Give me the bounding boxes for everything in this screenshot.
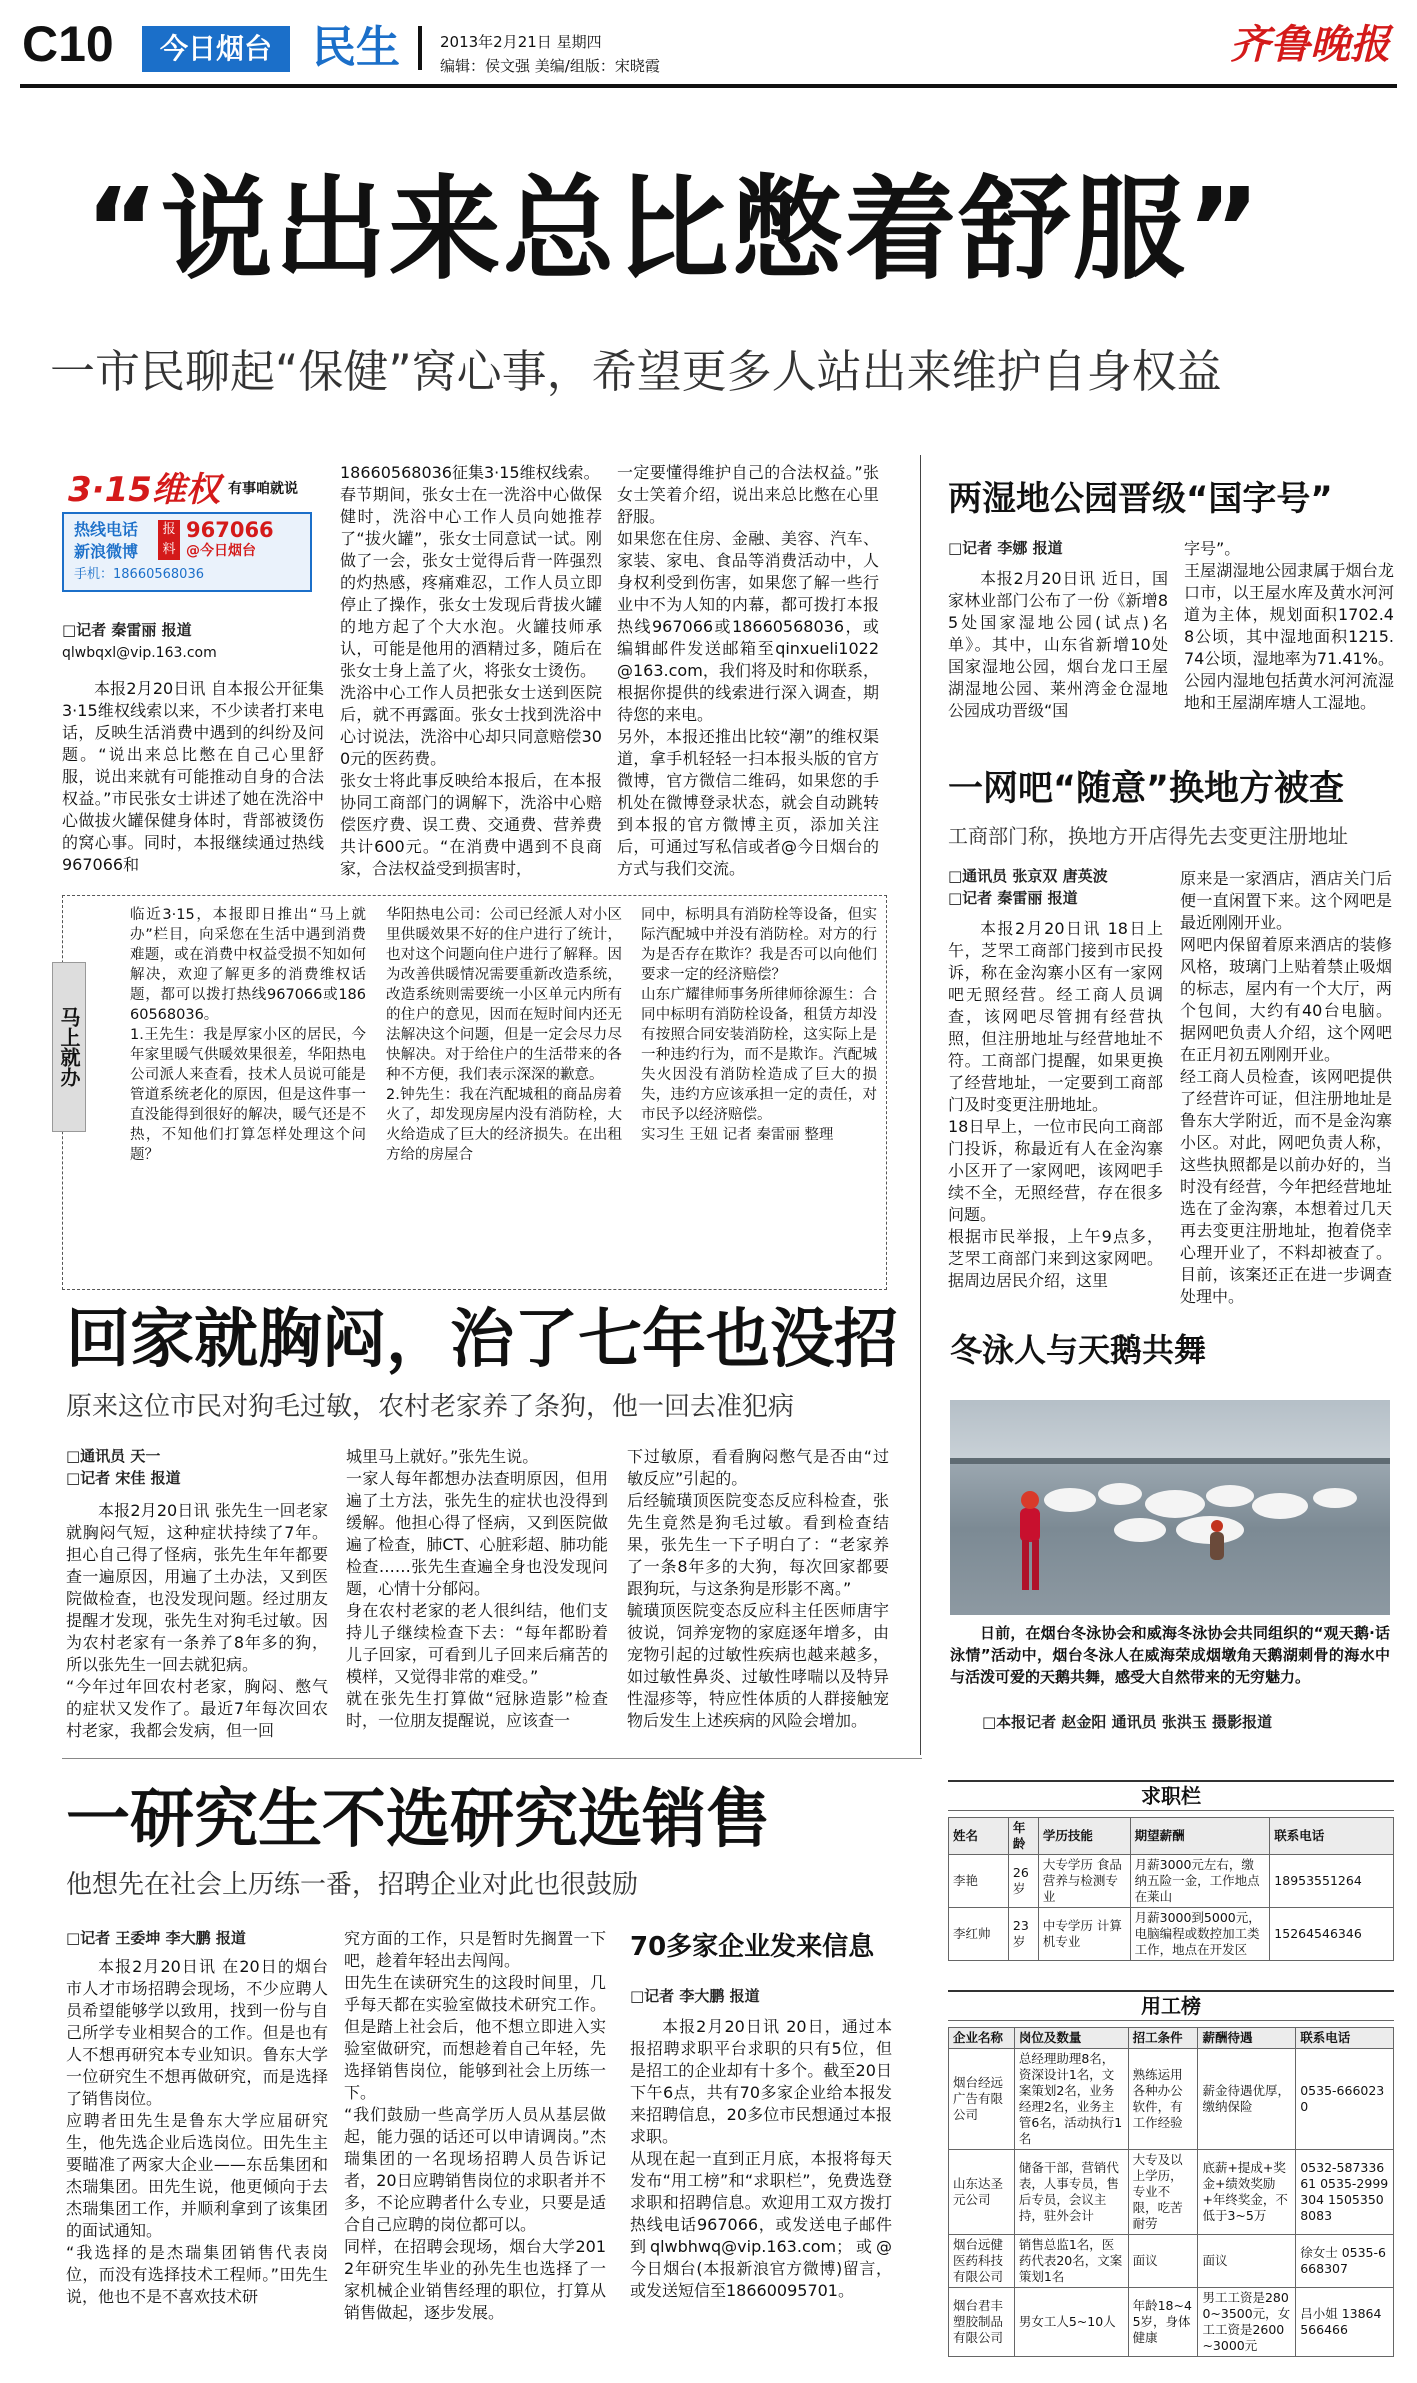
seek-col-salary: 期望薪酬 xyxy=(1130,1818,1270,1855)
jobs70-headline: 70多家企业发来信息 xyxy=(630,1932,875,1962)
netbar-subtitle: 工商部门称，换地方开店得先去变更注册地址 xyxy=(948,824,1348,848)
table-cell: 熟练运用各种办公软件，有工作经验 xyxy=(1128,2049,1198,2150)
page-header xyxy=(0,0,1417,85)
lead-text-3: 一定要懂得维护自己的合法权益。”张女士笑着介绍，说出来总比憋在心里舒服。 如果您在住房、金融、美容、汽车、家装、家电、食品等消费活动中，人身权利受到伤害，如果您了解一些行业中不为人知的内幕，都可拨打本报热线967066或18660568036，或编辑邮件发送邮箱至qinxueli1022@163.com，我们将及时和你联系，根据你提供的线索进行深入调查，期待您的来电。 另外，本报还推出比较“潮”的维权渠道，拿手机轻轻一扫本报头版的官方微博，官方微信二维码，如果您的手机处在微博登录状态，就会自动跳转到本报的官方微博主页，添加关注后，可通过写私信或者@今日烟台的方式与我们交流。 xyxy=(617,463,879,878)
netbar-text-1: 本报2月20日讯 18日上午，芝罘工商部门接到市民投诉，称在金沟寨小区有一家网吧无照经营。经工商人员调查，该网吧尽管拥有经营执照，但注册地址与经营地址不符。工商部门提醒，如果更换了经营地址，一定要到工商部门及时变更注册地址。 18日早上，一位市民向工商部门投诉，称最近有人在金沟寨小区开了一家网吧，该网吧手续不全，无照经营，存在很多问题。 根据市民举报，上午9点多，芝罘工商部门来到这家网吧。据周边居民介绍，这里 xyxy=(948,919,1163,1290)
chest-byline-2: □记者 宋佳 报道 xyxy=(66,1469,181,1487)
table-cell: 销售总监1名，医药代表20名，文案策划1名 xyxy=(1014,2235,1128,2288)
seek-col-phone: 联系电话 xyxy=(1270,1818,1394,1855)
section-tag: 今日烟台 xyxy=(142,26,290,72)
grad-top-rule xyxy=(62,1758,922,1759)
mashang-col-3 xyxy=(641,905,877,1145)
table-row xyxy=(949,2235,1394,2288)
jobs70-byline: □记者 李大鹏 报道 xyxy=(630,1987,760,2005)
table-cell: 中专学历 计算机专业 xyxy=(1038,1908,1130,1961)
chest-subtitle: 原来这位市民对狗毛过敏，农村老家养了条狗，他一回去准犯病 xyxy=(66,1392,795,1422)
table-cell: 面议 xyxy=(1198,2235,1296,2288)
swim-caption xyxy=(950,1622,1390,1688)
hotline-number: 967066 xyxy=(186,518,274,542)
swim-caption-text: 日前，在烟台冬泳协会和威海冬泳协会共同组织的“观天鹅·话泳情”活动中，烟台冬泳人在威海荣成烟墩角天鹅湖刺骨的海水中与活泼可爱的天鹅共舞，感受大自然带来的无穷魅力。 xyxy=(950,1624,1390,1686)
swim-credit: □本报记者 赵金阳 通讯员 张洪玉 摄影报道 xyxy=(982,1713,1273,1731)
mashang-text-3: 同中，标明具有消防栓等设备，但实际汽配城中并没有消防栓。对方的行为是否存在欺诈？我是否可以向他们要求一定的经济赔偿？ 山东广耀律师事务所律师徐源生：合同中标明有消防栓设备，租赁方却没有按照合同安装消防栓，这实际上是一种违约行为，而不是欺诈。汽配城失火因没有消防栓造成了巨大的损失，违约方应该承担一定的责任，对市民予以经济赔偿。 实习生 王妞 记者 秦雷丽 整理 xyxy=(641,907,877,1143)
seek-col-age: 年龄 xyxy=(1008,1818,1038,1855)
table-row xyxy=(949,1908,1394,1961)
wetland-headline: 两湿地公园晋级“国字号” xyxy=(948,479,1333,519)
swim-headline: 冬泳人与天鹅共舞 xyxy=(950,1331,1207,1369)
swim-photo xyxy=(950,1400,1390,1615)
chest-text-2: 城里马上就好。”张先生说。 一家人每年都想办法查明原因，但用遍了土方法，张先生的症状也没得到缓解。他担心得了怪病，又到医院做遍了检查，肺CT、心脏彩超、肺功能检查……张先生查遍全身也没发现问题，心情十分郁闷。 身在农村老家的老人很纠结，他们支持儿子继续检查下去：“每年都盼着儿子回家，可看到儿子回来后痛苦的模样，又觉得非常的难受。” 就在张先生打算做“冠脉造影”检查时，一位朋友提醒说，应该查一 xyxy=(346,1447,608,1730)
badge-title: 3·15维权 xyxy=(68,470,220,510)
lead-headline: “说出来总比憋着舒服” xyxy=(85,165,1263,295)
hire-panel xyxy=(948,1990,1394,2357)
table-cell: 储备干部，营销代表，人事专员，售后专员，会议主持，驻外会计 xyxy=(1014,2150,1128,2235)
lead-text-1: 本报2月20日讯 自本报公开征集3·15维权线索以来，不少读者打来电话，反映生活消费中遇到的纠纷及问题。“说出来总比憋在自己心里舒服，说出来就有可能推动自身的合法权益。”市民张女士讲述了她在洗浴中心做拔火罐保健身体时，背部被烫伤的窝心事。同时，本报继续通过热线967066和 xyxy=(62,679,324,874)
netbar-byline-2: □记者 秦雷丽 报道 xyxy=(948,889,1078,907)
shoreline xyxy=(950,1458,1390,1464)
table-cell: 大专学历 食品营养与检测专业 xyxy=(1038,1855,1130,1908)
wetland-column-2 xyxy=(1184,538,1394,714)
table-cell: 月薪3000元左右，缴纳五险一金，工作地点在莱山 xyxy=(1130,1855,1270,1908)
table-cell: 李艳 xyxy=(949,1855,1009,1908)
jobs70-column xyxy=(630,2016,892,2302)
table-cell: 年龄18~45岁，身体健康 xyxy=(1128,2288,1198,2357)
table-cell: 底薪+提成+奖金+绩效奖励+年终奖金，不低于3~5万 xyxy=(1198,2150,1296,2235)
mashang-text-2: 华阳热电公司：公司已经派人对小区里供暖效果不好的住户进行了统计，也对这个问题向住户进行了解释。因为改善供暖情况需要重新改造系统，改造系统则需要统一小区单元内所有的住户的意见，因而在短时间内还无法解决这个问题，但是一定会尽力尽快解决。对于给住户的生活带来的各种不方便，我们表示深深的歉意。 2.钟先生：我在汽配城租的商品房着火了，却发现房屋内没有消防栓，大火给造成了巨大的经济损失。在出租方给的房屋合 xyxy=(386,907,622,1163)
wetland-text-2: 字号”。 王屋湖湿地公园隶属于烟台龙口市，以王屋水库及黄水河河道为主体，规划面积1702.48公顷，其中湿地面积1215.74公顷，湿地率为71.41%。公园内湿地包括黄水河河流湿地和王屋湖库塘人工湿地。 xyxy=(1184,539,1394,712)
table-cell: 18953551264 xyxy=(1270,1855,1394,1908)
table-cell: 0535-6660230 xyxy=(1296,2049,1394,2150)
lead-column-1 xyxy=(62,678,324,876)
weibo-account: @今日烟台 xyxy=(186,543,256,559)
section-name: 民生 xyxy=(312,22,400,73)
table-cell: 烟台远健医药科技有限公司 xyxy=(949,2235,1015,2288)
swimmer-red xyxy=(1020,1491,1040,1590)
table-cell: 月薪3000到5000元，电脑编程或数控加工类工作，地点在开发区 xyxy=(1130,1908,1270,1961)
grad-column-1 xyxy=(66,1956,328,2308)
table-cell: 23岁 xyxy=(1008,1908,1038,1961)
table-cell: 面议 xyxy=(1128,2235,1198,2288)
table-cell: 男工工资是2800~3500元，女工工资是2600~3000元 xyxy=(1198,2288,1296,2357)
table-cell: 0532-58733661 0535-2999304 15053508083 xyxy=(1296,2150,1394,2235)
hire-header-row xyxy=(949,2028,1394,2049)
grad-text-1: 本报2月20日讯 在20日的烟台市人才市场招聘会现场，不少应聘人员希望能够学以致用，找到一份与自己所学专业相契合的工作。但是也有人不想再研究本专业知识。鲁东大学一位研究生不想再做研究，而是选择了销售岗位。 应聘者田先生是鲁东大学应届研究生，他先选企业后选岗位。田先生主要瞄准了两家大企业——东岳集团和杰瑞集团。田先生说，他更倾向于去杰瑞集团工作，并顺利拿到了该集团的面试通知。 “我选择的是杰瑞集团销售代表岗位，而没有选择技术工程师。”田先生说，他也不是不喜欢技术研 xyxy=(66,1957,328,2306)
chest-text-1: 本报2月20日讯 张先生一回老家就胸闷气短，这种症状持续了7年。担心自己得了怪病，张先生年年都要查一遍原因，用遍了土办法，又到医院做检查，也没发现问题。经过朋友提醒才发现，张先生对狗毛过敏。因为农村老家有一条养了8年多的狗，所以张先生一回去就犯病。 “今年过年回农村老家，胸闷、憋气的症状又发作了。最近7年每次回农村老家，我都会发病，但一回 xyxy=(66,1501,328,1740)
netbar-text-2: 原来是一家酒店，酒店关门后便一直闲置下来。这个网吧是最近刚刚开业。 网吧内保留着原来酒店的装修风格，玻璃门上贴着禁止吸烟的标志，屋内有一个大厅，两个包间，大约有40台电脑。据网吧负责人介绍，这个网吧在正月初五刚刚开业。 经工商人员检查，该网吧提供了经营许可证，但注册地址是鲁东大学附近，而不是金沟寨小区。对此，网吧负责人称，这些执照都是以前办好的，当时没有经营，今年把经营地址选在了金沟寨，本想着过几天再去变更注册地址，抱着侥幸心理开业了，不料却被查了。目前，该案还正在进一步调查处理中。 xyxy=(1180,869,1392,1306)
rights-badge xyxy=(62,470,324,598)
hire-title: 用工榜 xyxy=(948,1990,1394,2021)
table-row xyxy=(949,2049,1394,2150)
seek-col-name: 姓名 xyxy=(949,1818,1009,1855)
lead-column-2 xyxy=(340,462,602,880)
lead-email: qlwbqxl@vip.163.com xyxy=(62,645,217,661)
issue-date: 2013年2月21日 星期四 xyxy=(440,33,602,51)
table-cell: 烟台经远广告有限公司 xyxy=(949,2049,1015,2150)
table-cell: 吕小姐 13864566466 xyxy=(1296,2288,1394,2357)
table-row xyxy=(949,2150,1394,2235)
header-rule xyxy=(20,84,1397,88)
table-cell: 26岁 xyxy=(1008,1855,1038,1908)
netbar-byline-1: □通讯员 张京双 唐英波 xyxy=(948,867,1108,885)
hire-col-positions: 岗位及数量 xyxy=(1014,2028,1128,2049)
hire-col-phone: 联系电话 xyxy=(1296,2028,1394,2049)
table-cell: 烟台君丰塑胶制品有限公司 xyxy=(949,2288,1015,2357)
seek-header-row xyxy=(949,1818,1394,1855)
chest-text-3: 下过敏原，看看胸闷憋气是否由“过敏反应”引起的。 后经毓璜顶医院变态反应科检查，张先生竟然是狗毛过敏。看到检查结果，张先生一下子明白了：“老家养了一条8年多的大狗，每次回家都要跟狗玩，与这条狗是形影不离。” 毓璜顶医院变态反应科主任医师唐宇彼说，饲养宠物的家庭逐年增多，由宠物引起的过敏性疾病也越来越多，如过敏性鼻炎、过敏性哮喘以及特异性湿疹等，特应性体质的人群接触宠物后发生上述疾病的风险会增加。 xyxy=(627,1447,889,1730)
lead-column-3 xyxy=(617,462,879,880)
table-cell: 山东达圣元公司 xyxy=(949,2150,1015,2235)
section-divider xyxy=(418,26,422,70)
table-cell: 大专及以上学历，专业不限，吃苦耐劳 xyxy=(1128,2150,1198,2235)
chest-column-2 xyxy=(346,1446,608,1732)
seek-title: 求职栏 xyxy=(948,1780,1394,1811)
hire-col-company: 企业名称 xyxy=(949,2028,1015,2049)
mashang-label xyxy=(52,962,86,1132)
table-cell: 15264546346 xyxy=(1270,1908,1394,1961)
table-cell: 男女工人5~10人 xyxy=(1014,2288,1128,2357)
chest-column-3 xyxy=(627,1446,889,1732)
mashang-label-text: 马上就办 xyxy=(57,1007,81,1087)
newspaper-logo: 齐鲁晚报 xyxy=(1230,21,1390,68)
swimmer-back xyxy=(1210,1520,1224,1560)
grad-column-2 xyxy=(344,1928,606,2324)
page-number: C10 xyxy=(22,16,114,72)
hotline-mobile: 手机：18660568036 xyxy=(74,567,204,582)
seek-table xyxy=(948,1817,1394,1961)
swim-photo-art xyxy=(950,1400,1390,1615)
table-row xyxy=(949,1855,1394,1908)
table-cell: 总经理助理8名，资深设计1名，文案策划2名，业务经理2名，业务主管6名，活动执行1名 xyxy=(1014,2049,1128,2150)
table-cell: 徐女士 0535-6668307 xyxy=(1296,2235,1394,2288)
mashang-col-2 xyxy=(386,905,622,1165)
wetland-text-1: 本报2月20日讯 近日，国家林业部门公布了一份《新增85处国家湿地公园(试点)名单》。其中，山东省新增10处国家湿地公园，烟台龙口王屋湖湿地公园、莱州湾金仓湿地公园成功晋级“国 xyxy=(948,569,1168,720)
grad-byline: □记者 王委坤 李大鹏 报道 xyxy=(66,1929,246,1947)
seek-panel xyxy=(948,1780,1394,1961)
lead-text-2: 18660568036征集3·15维权线索。 春节期间，张女士在一洗浴中心做保健时，洗浴中心工作人员向她推荐了“拔火罐”，张女士同意试一试。刚做了一会，张女士觉得后背一阵强烈的灼热感，疼痛难忍，工作人员立即停止了操作，张女士发现后背拔火罐的地方起了个大水泡。火罐技师承认，可能是他用的酒精过多，随后在张女士身上盖了火，将张女士烫伤。 洗浴中心工作人员把张女士送到医院后，就不再露面。张女士找到洗浴中心讨说法，洗浴中心却只同意赔偿300元的医药费。 张女士将此事反映给本报后，在本报协同工商部门的调解下，洗浴中心赔偿医疗费、误工费、交通费、营养费共计600元。“在消费中遇到不良商家，合法权益受到损害时， xyxy=(340,463,602,878)
grad-text-2: 究方面的工作，只是暂时先搁置一下吧，趁着年轻出去闯闯。 田先生在读研究生的这段时间里，几乎每天都在实验室做技术研究工作。但是踏上社会后，他不想立即进入实验室做研究，而想趁着自己年轻，先选择销售岗位，能够到社会上历练一下。 “我们鼓励一些高学历人员从基层做起，能力强的话还可以申请调岗。”杰瑞集团的一名现场招聘人员告诉记者，20日应聘销售岗位的求职者并不多，不论应聘者什么专业，只要是适合自己应聘的岗位都可以。 同样，在招聘会现场，烟台大学2012年研究生毕业的孙先生也选择了一家机械企业销售经理的职位，打算从销售做起，逐步发展。 xyxy=(344,1929,606,2322)
wetland-column-1 xyxy=(948,568,1168,722)
netbar-column-2 xyxy=(1180,868,1392,1308)
table-row xyxy=(949,2288,1394,2357)
hotline-label: 热线电话 xyxy=(74,520,139,539)
lead-subtitle: 一市民聊起“保健”窝心事，希望更多人站出来维护自身权益 xyxy=(50,345,1222,398)
grad-subtitle: 他想先在社会上历练一番，招聘企业对此也很鼓励 xyxy=(66,1870,639,1900)
table-cell: 薪金待遇优厚，缴纳保险 xyxy=(1198,2049,1296,2150)
netbar-headline: 一网吧“随意”换地方被查 xyxy=(948,769,1345,809)
seek-col-edu: 学历技能 xyxy=(1038,1818,1130,1855)
grad-headline: 一研究生不选研究选销售 xyxy=(66,1783,770,1857)
hire-col-conditions: 招工条件 xyxy=(1128,2028,1198,2049)
mashang-col-1 xyxy=(130,905,366,1165)
editors-line: 编辑：侯文强 美编/组版：宋晓霞 xyxy=(440,57,660,75)
chest-byline-1: □通讯员 天一 xyxy=(66,1447,161,1465)
wetland-byline: □记者 李娜 报道 xyxy=(948,539,1063,557)
netbar-column-1 xyxy=(948,918,1163,1292)
jobs70-text: 本报2月20日讯 20日，通过本报招聘求职平台求职的只有5位，但是招工的企业却有十多个。截至20日下午6点，共有70多家企业给本报发来招聘信息，20多位市民想通过本报求职。 从现在起一直到正月底，本报将每天发布“用工榜”和“求职栏”，免费选登求职和招聘信息。欢迎用工双方拨打热线电话967066，或发送电子邮件到qlwbhwq@vip.163.com；或@今日烟台(本报新浪官方微博)留言，或发送短信至18660095701。 xyxy=(630,2017,892,2300)
lead-byline: □记者 秦雷丽 报道 xyxy=(62,621,192,639)
baoliao-tag: 报料 xyxy=(158,520,180,560)
swans xyxy=(1044,1483,1357,1544)
weibo-label: 新浪微博 xyxy=(74,542,139,561)
chest-column-1 xyxy=(66,1500,328,1742)
chest-headline: 回家就胸闷，治了七年也没招 xyxy=(66,1303,898,1377)
mashang-text-1: 临近3·15，本报即日推出“马上就办”栏目，向采您在生活中遇到消费难题，或在消费中权益受损不知如何解决，欢迎了解更多的消费维权话题，都可以拨打热线967066或18660568036。 1.王先生：我是厚家小区的居民，今年家里暖气供暖效果很差，华阳热电公司派人来查看，技术人员说可能是管道系统老化的原因，但是这件事一直没能得到很好的解决，暖气还是不热，不知他们打算怎样处理这个问题？ xyxy=(130,907,366,1163)
hire-col-pay: 薪酬待遇 xyxy=(1198,2028,1296,2049)
badge-tag: 有事咱就说 xyxy=(228,481,298,497)
column-rule xyxy=(920,455,921,1755)
table-cell: 李红帅 xyxy=(949,1908,1009,1961)
hire-table xyxy=(948,2027,1394,2357)
